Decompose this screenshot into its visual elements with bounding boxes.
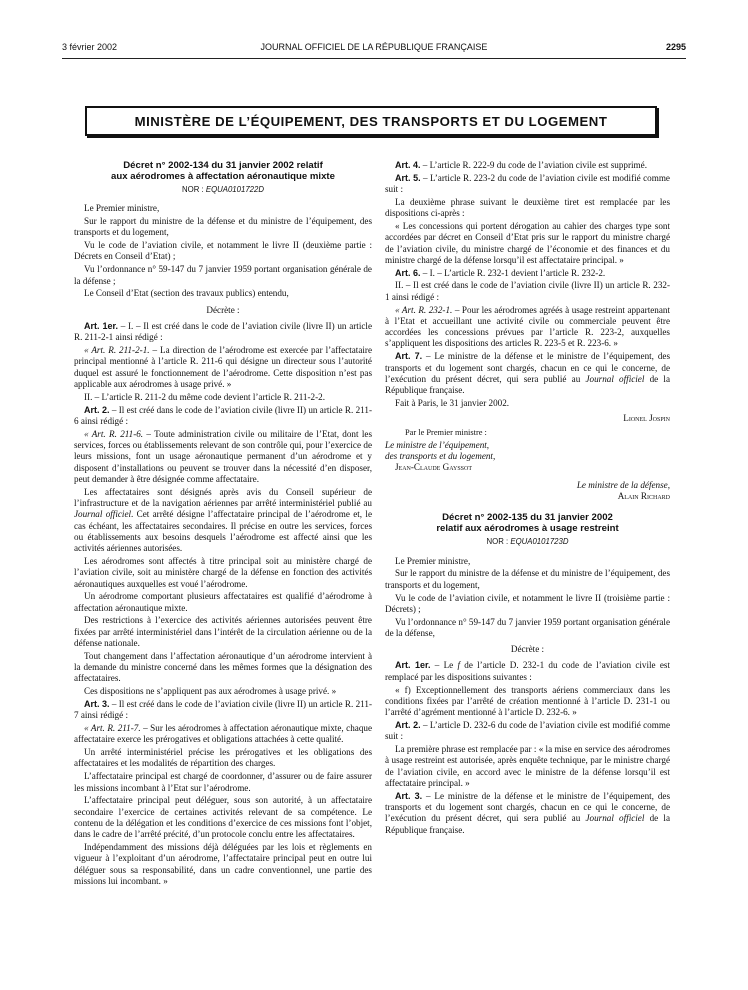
preamble-line: Le Premier ministre, (84, 203, 160, 214)
article-paragraph: II. – Il est créé dans le code de l’aviation civile (livre II) un article R. 232-1 ainsi rédigé : (385, 280, 670, 302)
par-premier-ministre: Par le Premier ministre : (405, 427, 487, 437)
article-quote: « f) Exceptionnellement des transports aériens commerciaux dans les conditions fixées par l’arrêté de création mentionné à l’article D. 231-1 ou l’arrêté d’agrément mentionné à l’article D. 232-6. » (385, 684, 670, 718)
fait-a-paris: Fait à Paris, le 31 janvier 2002. (395, 397, 510, 408)
article-paragraph: II. – L’article R. 211-2 du même code devient l’article R. 211-2-2. (84, 391, 325, 402)
minister-equipment: Le ministre de l’équipement, des transports et du logement, Jean-Claude Gayssot (385, 439, 496, 473)
article-3: Art. 3. – Le ministre de la défense et le ministre de l’équipement, des transports et du logement sont chargés, chacun en ce qui le concerne, de l’exécution du présent décret, qui sera publié au Journal officiel de la République française. (385, 790, 671, 835)
article-paragraph: L’affectataire principal est chargé de coordonner, d’assurer ou de faire assurer les missions incombant à l’Etat sur l’aérodrome. (74, 771, 372, 793)
preamble-line: Sur le rapport du ministre de la défense et du ministre de l’équipement, des transports et du logement, (74, 216, 372, 238)
right-column (385, 160, 670, 837)
article-quote: « Art. R. 211-7. – Sur les aérodromes à affectation aéronautique mixte, chaque affectataire exerce les prérogatives et obligations attachées à cette qualité. (74, 723, 372, 745)
ministry-heading: MINISTÈRE DE L’ÉQUIPEMENT, DES TRANSPORTS ET DU LOGEMENT (85, 106, 657, 136)
article-paragraph: L’affectataire principal peut déléguer, sous son autorité, à un affectataire secondaire l’exercice de certaines activités relevant de sa compétence. Le contenu de la délégation et les conditions d’exercice de ces missions font l’objet, dans le cadre de l’arrêté précité, d’un protocole conclu entre les affectataires. (74, 795, 372, 840)
article-paragraph: « Les concessions qui portent dérogation au cahier des charges type sont accordées par décret en Conseil d’Etat pris sur le rapport du ministre chargé de l’aviation civile, du ministre chargé de l’économie et des finances et du ministre chargé de la défense lorsqu’il est affectataire principal. » (385, 220, 670, 265)
decree-2-nor: NOR : EQUA0101723D (486, 537, 569, 547)
article-4: Art. 4. – L’article R. 222-9 du code de l’aviation civile est supprimé. (395, 160, 647, 170)
article-paragraph: Un aérodrome comportant plusieurs affectataires est qualifié d’aérodrome à affectation aéronautique mixte. (74, 591, 372, 613)
article-5: Art. 5. – L’article R. 223-2 du code de l’aviation civile est modifié comme suit : (385, 172, 670, 195)
decrete-heading: Décrète : (510, 644, 545, 655)
article-paragraph: Tout changement dans l’affectation aéronautique d’un aérodrome intervient à la demande du ministre concerné dans les mêmes formes que la désignation des affectataires. (74, 650, 372, 684)
preamble-line: Vu le code de l’aviation civile, et notamment le livre II (troisième partie : Décrets) ; (385, 592, 670, 614)
article-2: Art. 2. – L’article D. 232-6 du code de l’aviation civile est modifié comme suit : (385, 719, 670, 742)
article-3: Art. 3. – Il est créé dans le code de l’aviation civile (livre II) un article R. 211-7 ainsi rédigé : (74, 698, 372, 721)
journal-title: JOURNAL OFFICIEL DE LA RÉPUBLIQUE FRANÇAISE (260, 42, 488, 52)
article-2: Art. 2. – Il est créé dans le code de l’aviation civile (livre II) un article R. 211-6 ainsi rédigé : (74, 404, 372, 426)
page-number: 2295 (665, 42, 686, 52)
preamble-line: Sur le rapport du ministre de la défense et du ministre de l’équipement, des transports et du logement, (385, 568, 670, 590)
minister-defense: Le ministre de la défense, Alain Richard (576, 479, 670, 502)
decrete-heading: Décrète : (206, 304, 240, 315)
decree-1-nor: NOR : EQUA0101722D (182, 185, 264, 194)
article-quote: « Art. R. 232-1. – Pour les aérodromes agréés à usage restreint appartenant à l’Etat et accueillant une activité civile ou commerciale peuvent être accordées les concessions prévues par l’article R. 223-2, auxquelles s’appliquent les dispositions des articles R. 223-5 et R. 223-6. » (385, 304, 671, 349)
decree-2-title: Décret n° 2002-135 du 31 janvier 2002 relatif aux aérodromes à usage restreint (436, 512, 619, 535)
preamble-line: Le Premier ministre, (395, 555, 471, 566)
article-quote: « Art. R. 211-6. – Toute administration civile ou militaire de l’Etat, dont les services, forces ou établissements relevant de son contrôle qui, pour l’exercice de leurs missions, font un usage aéronautique permanent d’un aérodrome et y disposent d’installations ou peuvent se trouver dans la nécessité d’en disposer, peut demander à être désignée comme affectataire. (74, 428, 372, 484)
article-paragraph: Un arrêté interministériel précise les prérogatives et les obligations des affectataires et les modalités de répartition des charges. (74, 747, 372, 769)
article-paragraph: Des restrictions à l’exercice des activités aériennes autorisées peuvent être fixées par arrêté interministériel dans l’intérêt de la circulation aérienne ou de la défense nationale. (74, 615, 372, 648)
article-paragraph: Les affectataires sont désignés après avis du Conseil supérieur de l’infrastructure et de la navigation aériennes par arrêté interministériel publié au Journal officiel. Cet arrêté désigne l’affectataire principal de l’aérodrome et, le cas échéant, les affectataires secondaires. Il précise en outre les services, forces ou établissements aux besoins desquels l’aérodrome est affecté ainsi que les activités aériennes autorisées. (74, 486, 372, 554)
article-6: Art. 6. – I. – L’article R. 232-1 devient l’article R. 232-2. (395, 267, 606, 278)
preamble-line: Vu l’ordonnance n° 59-147 du 7 janvier 1959 portant organisation générale de la défense ; (74, 264, 372, 286)
preamble-line: Vu le code de l’aviation civile, et notamment le livre II (deuxième partie : Décrets en Conseil d’Etat) ; (74, 240, 372, 262)
issue-date: 3 février 2002 (62, 42, 118, 52)
article-paragraph: Ces dispositions ne s’appliquent pas aux aérodromes à usage privé. » (84, 686, 337, 697)
article-quote: « Art. R. 211-2-1. – La direction de l’aérodrome est exercée par l’affectataire principal mentionné à l’article R. 211-6 qui désigne un directeur sous l’autorité duquel est assuré le fonctionnement de l’aérodrome. Cette disposition n’est pas applicable aux aérodromes à usage privé. » (74, 345, 373, 389)
article-paragraph: La deuxième phrase suivant le deuxième tiret est remplacée par les dispositions ci-après : (385, 196, 670, 219)
header-rule (62, 58, 686, 59)
signature-pm: Lionel Jospin (623, 413, 670, 424)
article-1: Art. 1er. – Le f de l’article D. 232-1 du code de l’aviation civile est remplacé par les dispositions suivantes : (385, 660, 670, 682)
article-paragraph: Les aérodromes sont affectés à titre principal soit au ministère chargé de l’aviation civile, soit au ministère chargé de la défense en fonction des activités aéronautiques auxquelles est voué l’aérodrome. (74, 555, 372, 589)
preamble-line: Le Conseil d’Etat (section des travaux publics) entendu, (84, 288, 289, 299)
article-paragraph: La première phrase est remplacée par : « la mise en service des aérodromes à usage restreint est autorisée, après enquête technique, par le ministre chargé de l’aviation civile, en accord avec le ministre de la défense lorsqu’il est affectataire principal. » (385, 744, 670, 788)
article-1: Art. 1er. – I. – Il est créé dans le code de l’aviation civile (livre II) un article R. 211-2-1 ainsi rédigé : (74, 320, 372, 343)
article-paragraph: Indépendamment des missions déjà déléguées par les lois et règlements en vigueur à l’exploitant d’un aérodrome, l’affectataire principal peut en outre lui déléguer sous sa responsabilité, dans un cadre conventionnel, une partie des missions lui incombant. » (74, 842, 372, 886)
left-column (74, 160, 372, 889)
running-header (62, 42, 686, 56)
preamble-line: Vu l’ordonnance n° 59-147 du 7 janvier 1959 portant organisation générale de la défense, (385, 616, 670, 638)
article-7: Art. 7. – Le ministre de la défense et le ministre de l’équipement, des transports et du logement sont chargés, chacun en ce qui le concerne, de l’exécution du présent décret, qui sera publié au Journal officiel de la République française. (385, 351, 671, 396)
decree-1-title: Décret n° 2002-134 du 31 janvier 2002 relatif aux aérodromes à affectation aéronautique mixte (111, 160, 335, 182)
